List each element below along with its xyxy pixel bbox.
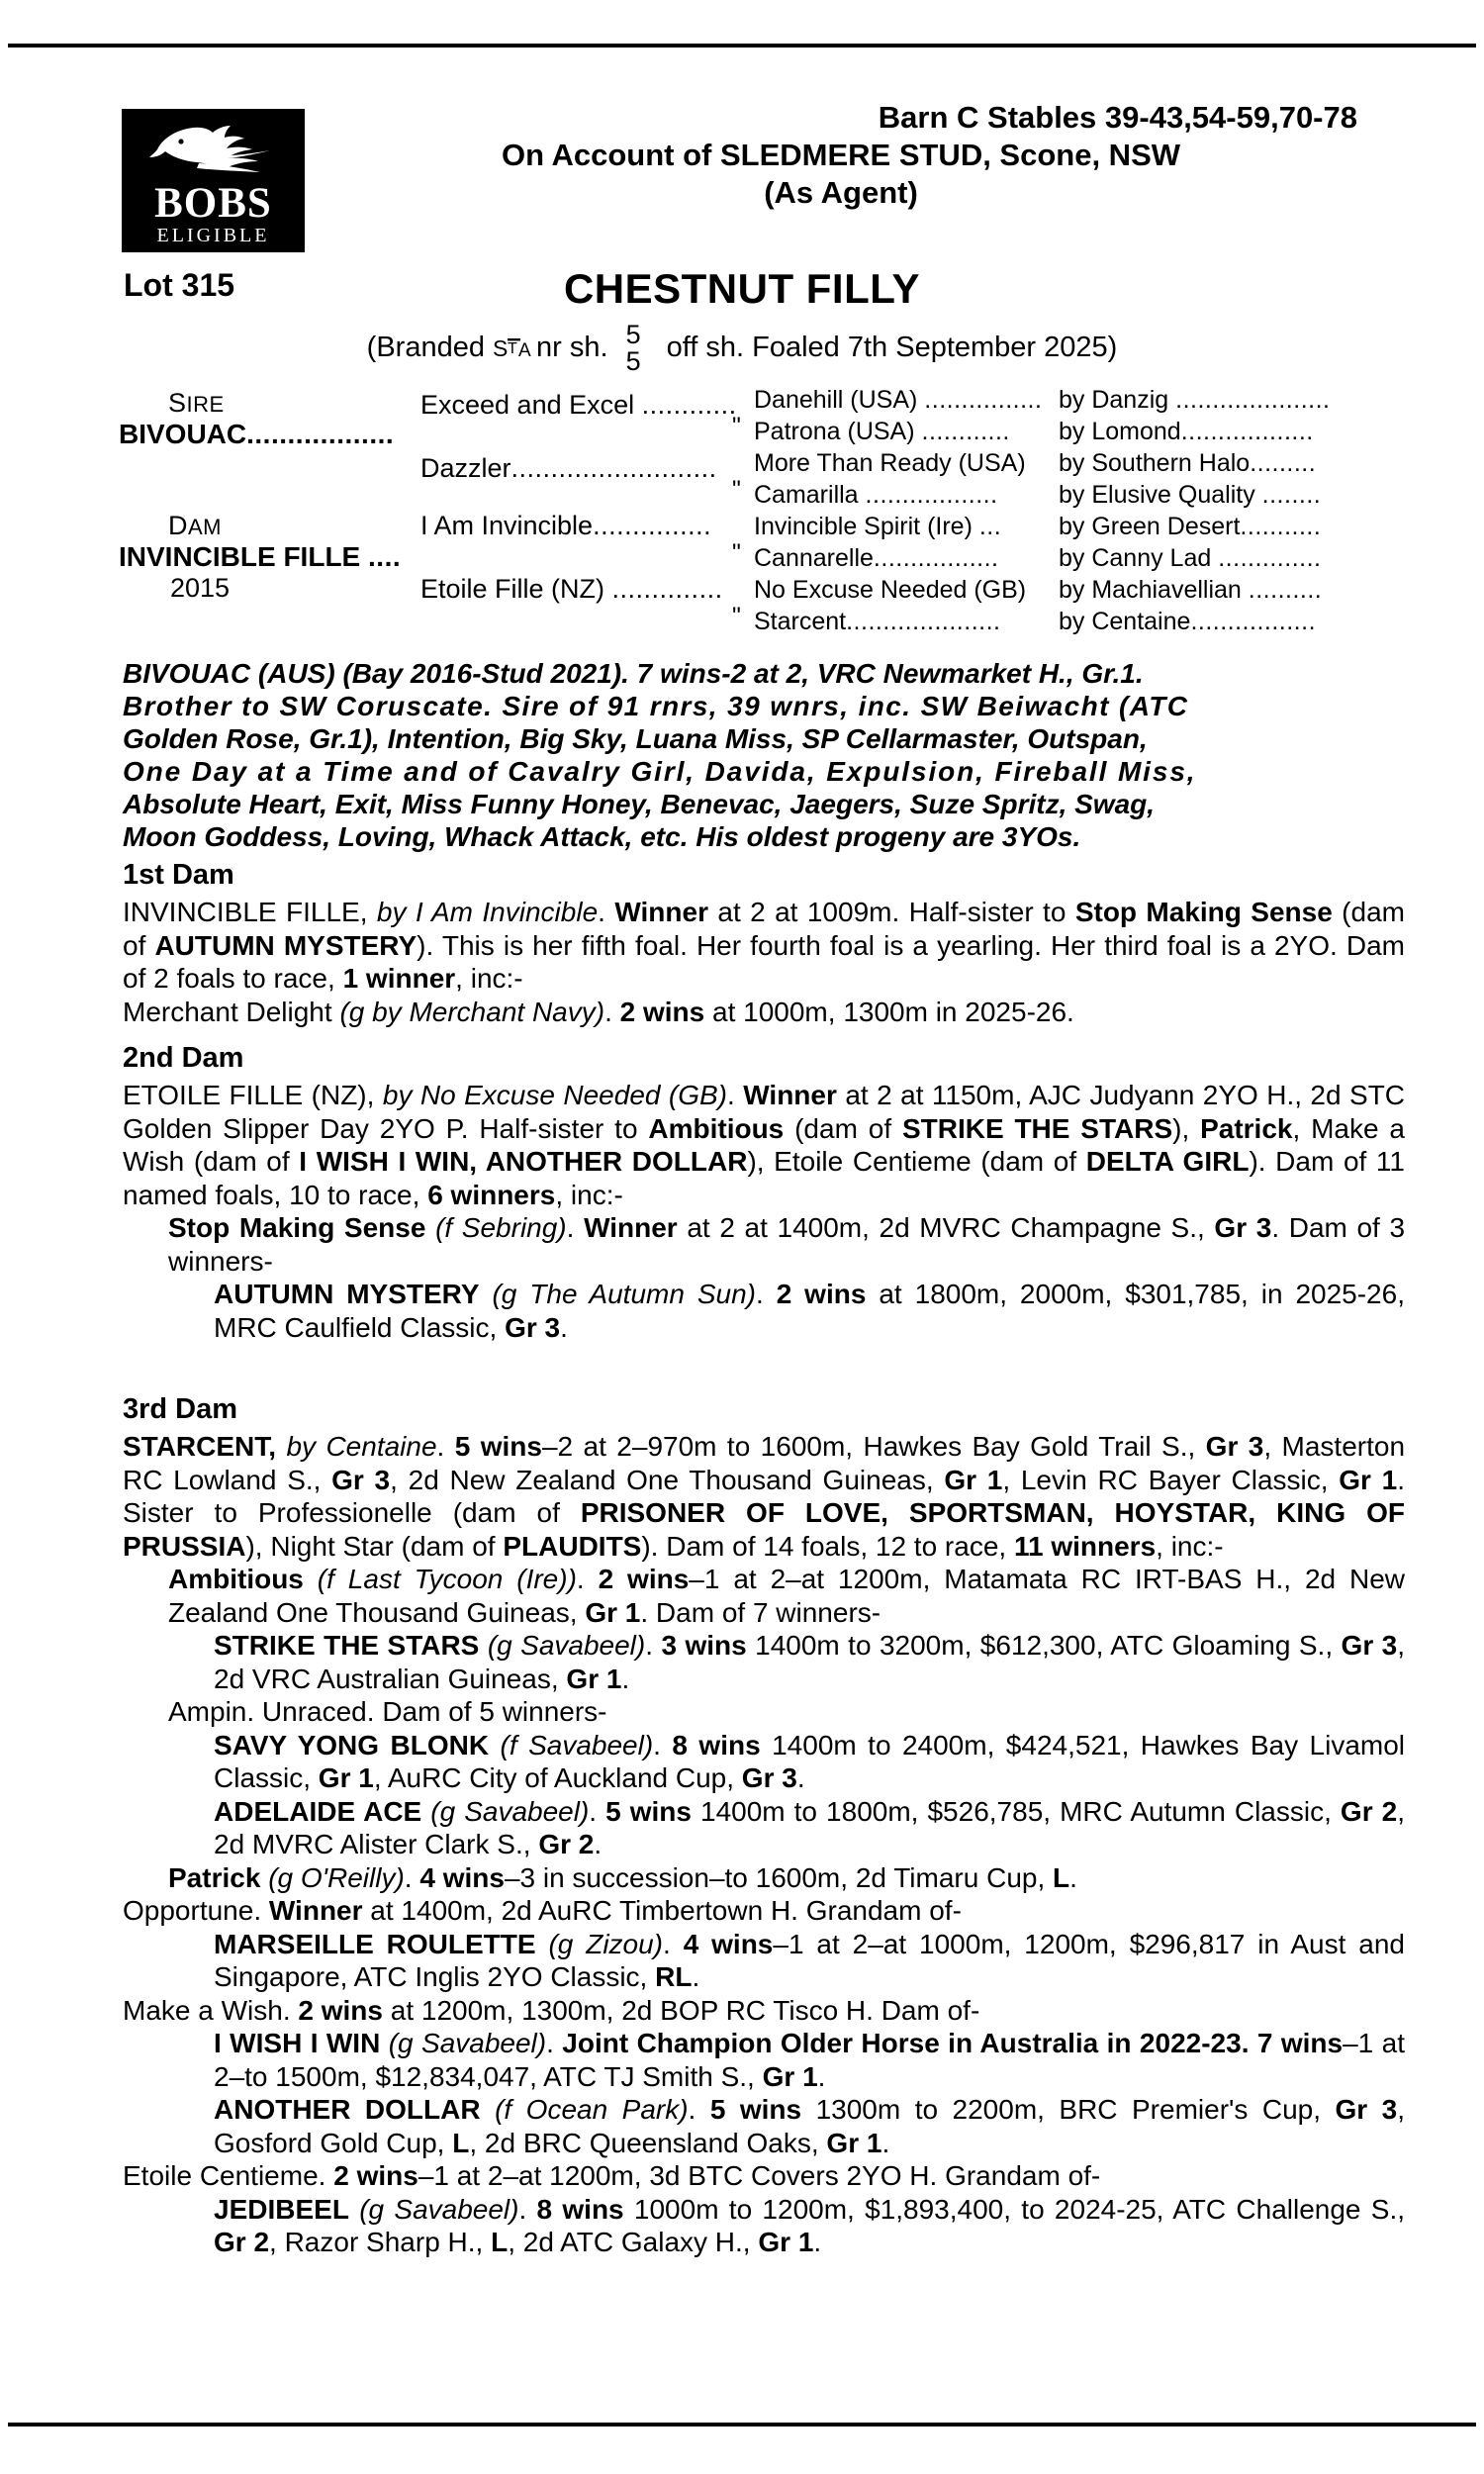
adelaide-ace-entry: ADELAIDE ACE (g Savabeel). 5 wins 1400m to 1800m, $526,785, MRC Autumn Classic, Gr 2, 2d MVRC Alister Clark S., Gr 2.: [214, 1795, 1405, 1859]
dam2-name: ETOILE FILLE (NZ),: [123, 1080, 375, 1110]
pedigree-row: [732, 513, 1415, 544]
pedigree-row: [732, 449, 1415, 481]
great-grandparent: Danehill (USA) ................: [754, 386, 1043, 414]
first-dam-progeny: Merchant Delight (g by Merchant Navy). 2 wins at 1000m, 1300m in 2025-26.: [123, 996, 1074, 1027]
on-account-line: On Account of SLEDMERE STUD, Scone, NSW: [501, 138, 1181, 172]
dam3-name: STARCENT,: [123, 1431, 277, 1462]
stop-making-sense-entry: Stop Making Sense (f Sebring). Winner at 2 at 1400m, 2d MVRC Champagne S., Gr 3. Dam of 3 winners-: [168, 1212, 1406, 1277]
pedigree-row: [732, 576, 1415, 608]
dam2-sire: by No Excuse Needed (GB): [382, 1080, 728, 1110]
great-grandparent: Camarilla ..................: [754, 481, 998, 509]
sire-blurb-line: Absolute Heart, Exit, Miss Funny Honey, Benevac, Jaegers, Suze Spritz, Swag,: [123, 789, 1156, 819]
sire-blurb-line: Brother to SW Coruscate. Sire of 91 rnrs, 39 wnrs, inc. SW Beiwacht (ATC: [123, 691, 1189, 721]
jedibeel-entry: JEDIBEEL (g Savabeel). 8 wins 1000m to 1200m, $1,893,400, to 2024-25, ATC Challenge S., Gr 2, Razor Sharp H., L, 2d ATC Galaxy H., Gr 1.: [214, 2193, 1406, 2257]
second-dam-heading: 2nd Dam: [123, 1042, 244, 1074]
sire-blurb-line: One Day at a Time and of Cavalry Girl, Davida, Expulsion, Fireball Miss,: [123, 756, 1197, 787]
dam-year: 2015: [170, 573, 231, 603]
marseille-roulette-entry: MARSEILLE ROULETTE (g Zizou). 4 wins–1 at 2–at 1000m, 1200m, $296,817 in Aust and Singapore, ATC Inglis 2YO Classic, RL.: [214, 1928, 1406, 1992]
great-grandsire: by Machiavellian ..........: [1059, 576, 1323, 604]
dam-label: DAM: [168, 511, 222, 540]
pedigree-row: [732, 413, 1415, 449]
another-dollar-entry: ANOTHER DOLLAR (f Ocean Park). 5 wins 1300m to 2200m, BRC Premier's Cup, Gr 3, Gosford Gold Cup, L, 2d BRC Queensland Oaks, Gr 1.: [214, 2094, 1405, 2158]
svg-text:A: A: [518, 340, 531, 361]
top-rule: [8, 44, 1476, 48]
great-grandsire: by Canny Lad ..............: [1059, 544, 1322, 572]
page-title: CHESTNUT FILLY: [563, 265, 921, 312]
sire-block: [119, 388, 394, 450]
strike-the-stars-entry: STRIKE THE STARS (g Savabeel). 3 wins 1400m to 3200m, $612,300, ATC Gloaming S., Gr 3, 2d VRC Australian Guineas, Gr 1.: [214, 1630, 1406, 1694]
grandparent-1: Exceed and Excel ............: [420, 390, 737, 420]
great-grandsire: by Green Desert...........: [1059, 513, 1322, 540]
brand-fraction-bottom: 5: [625, 346, 641, 376]
dam1-sire: by I Am Invincible: [376, 897, 599, 927]
brand-mark-icon: [493, 333, 536, 362]
i-wish-i-win-entry: I WISH I WIN (g Savabeel). Joint Champion Older Horse in Australia in 2022-23. 7 wins–1 at 2–to 1500m, $12,834,047, ATC TJ Smith S., Gr 1.: [214, 2028, 1405, 2092]
sire-name: BIVOUAC..................: [119, 419, 395, 449]
sire-blurb: [123, 657, 1399, 853]
pedigree-row: [732, 603, 1415, 639]
horse-head-icon: [139, 120, 288, 181]
pedigree-row: [732, 539, 1415, 576]
first-dam-paragraph: INVINCIBLE FILLE, by I Am Invincible. Winner at 2 at 1009m. Half-sister to Stop Making Sense (dam of AUTUMN MYSTERY). This is her fifth foal. Her fourth foal is a yearling. Her third foal is a 2YO. Dam of 2 foals to race, 1 winner, inc:-: [123, 897, 1405, 994]
brand-fraction-top: 5: [625, 320, 641, 349]
ditto-mark: ": [732, 476, 741, 504]
grandparent-2: Dazzler..........................: [420, 453, 717, 483]
dam3-sire: by Centaine: [286, 1431, 437, 1462]
second-dam-paragraph: ETOILE FILLE (NZ), by No Excuse Needed (GB). Winner at 2 at 1150m, AJC Judyann 2YO H., 2d STC Golden Slipper Day 2YO P. Half-sister to Ambitious (dam of STRIKE THE STARS), Patrick, Make a Wish (dam of I WISH I WIN, ANOTHER DOLLAR), Etoile Centieme (dam of DELTA GIRL). Dam of 11 named foals, 10 to race, 6 winners, inc:-: [123, 1080, 1406, 1210]
bobs-eligible-logo: [122, 109, 305, 252]
brand-fraction: [626, 322, 641, 375]
third-dam-paragraph: STARCENT, by Centaine. 5 wins–2 at 2–970m to 1600m, Hawkes Bay Gold Trail S., Gr 3, Masterton RC Lowland S., Gr 3, 2d New Zealand One Thousand Guineas, Gr 1, Levin RC Bayer Classic, Gr 1. Sister to Professionelle (dam of PRISONER OF LOVE, SPORTSMAN, HOYSTAR, KING OF PRUSSIA), Night Star (dam of PLAUDITS). Dam of 14 foals, 12 to race, 11 winners, inc:-: [123, 1431, 1406, 1562]
great-grandsire: by Lomond..................: [1059, 418, 1314, 445]
opportune-entry: Opportune. Winner at 1400m, 2d AuRC Timbertown H. Grandam of-: [123, 1895, 962, 1926]
branded-suffix: off sh. Foaled 7th September 2025): [666, 332, 1118, 363]
ditto-mark: ": [732, 539, 741, 567]
autumn-mystery-entry: AUTUMN MYSTERY (g The Autumn Sun). 2 wins at 1800m, 2000m, $301,785, in 2025-26, MRC Caulfield Classic, Gr 3.: [214, 1279, 1405, 1343]
great-grandsire: by Centaine.................: [1059, 608, 1317, 635]
grandparent-4: Etoile Fille (NZ) ..............: [420, 574, 723, 604]
third-dam-heading: 3rd Dam: [123, 1393, 238, 1425]
pedigree-table: [0, 384, 1484, 639]
logo-subtext: ELIGIBLE: [156, 225, 270, 246]
as-agent-line: (As Agent): [764, 175, 918, 210]
great-grandparent: Starcent.....................: [754, 608, 1001, 635]
make-a-wish-entry: Make a Wish. 2 wins at 1200m, 1300m, 2d BOP RC Tisco H. Dam of-: [123, 1994, 980, 2026]
great-grandparent: Invincible Spirit (Ire) ...: [754, 513, 1002, 540]
great-grandsire: by Southern Halo.........: [1059, 449, 1317, 477]
ampin-entry: Ampin. Unraced. Dam of 5 winners-: [168, 1696, 607, 1727]
lot-number: Lot 315: [124, 267, 235, 303]
first-dam-heading: 1st Dam: [123, 859, 234, 891]
third-dam-body: [123, 1430, 1405, 2259]
dam-block: [119, 511, 401, 604]
dam-name: INVINCIBLE FILLE ....: [119, 541, 402, 572]
ditto-mark: ": [732, 603, 741, 630]
sire-blurb-line: BIVOUAC (AUS) (Bay 2016-Stud 2021). 7 wins-2 at 2, VRC Newmarket H., Gr.1.: [123, 658, 1144, 689]
great-grandparent: Cannarelle.................: [754, 544, 999, 572]
sire-blurb-line: Golden Rose, Gr.1), Intention, Big Sky, Luana Miss, SP Cellarmaster, Outspan,: [123, 723, 1148, 754]
header-text-block: [307, 99, 1375, 212]
savy-yong-blonk-entry: SAVY YONG BLONK (f Savabeel). 8 wins 1400m to 2400m, $424,521, Hawkes Bay Livamol Classic, Gr 1, AuRC City of Auckland Cup, Gr 3.: [214, 1729, 1406, 1793]
branding-line: [0, 321, 1484, 374]
lot-title-row: [0, 265, 1484, 319]
sire-blurb-line: Moon Goddess, Loving, Whack Attack, etc. His oldest progeny are 3YOs.: [123, 821, 1081, 852]
great-grandsire: by Elusive Quality ........: [1059, 481, 1322, 509]
pedigree-row: [732, 476, 1415, 513]
pedigree-row: [732, 386, 1415, 418]
svg-text:S: S: [493, 335, 509, 361]
great-grandparent: More Than Ready (USA): [754, 449, 1026, 477]
first-dam-body: [123, 896, 1405, 1028]
ambitious-entry: Ambitious (f Last Tycoon (Ire)). 2 wins–1 at 2–at 1200m, Matamata RC IRT-BAS H., 2d New Zealand One Thousand Guineas, Gr 1. Dam of 7 winners-: [168, 1564, 1406, 1628]
great-grandsire: by Danzig .....................: [1059, 386, 1331, 414]
grandparent-3: I Am Invincible...............: [420, 511, 712, 540]
great-grandparent: Patrona (USA) ............: [754, 418, 1010, 445]
bottom-rule: [8, 2423, 1476, 2426]
logo-wordmark: BOBS: [154, 180, 272, 227]
branded-prefix: (Branded: [366, 332, 485, 363]
ditto-mark: ": [732, 413, 741, 440]
patrick-entry: Patrick (g O'Reilly). 4 wins–3 in succession–to 1600m, 2d Timaru Cup, L.: [168, 1861, 1077, 1893]
etoile-centieme-entry: Etoile Centieme. 2 wins–1 at 2–at 1200m, 3d BTC Covers 2YO H. Grandam of-: [123, 2160, 1101, 2191]
sire-label: SIRE: [168, 388, 225, 418]
page-header: [0, 99, 1484, 257]
second-dam-body: [123, 1079, 1405, 1344]
svg-text:T: T: [508, 340, 517, 357]
branded-mid: nr sh.: [536, 332, 608, 363]
dam1-name: INVINCIBLE FILLE,: [123, 897, 368, 927]
barn-stables-line: Barn C Stables 39-43,54-59,70-78: [878, 100, 1357, 135]
great-grandparent: No Excuse Needed (GB): [754, 576, 1027, 604]
